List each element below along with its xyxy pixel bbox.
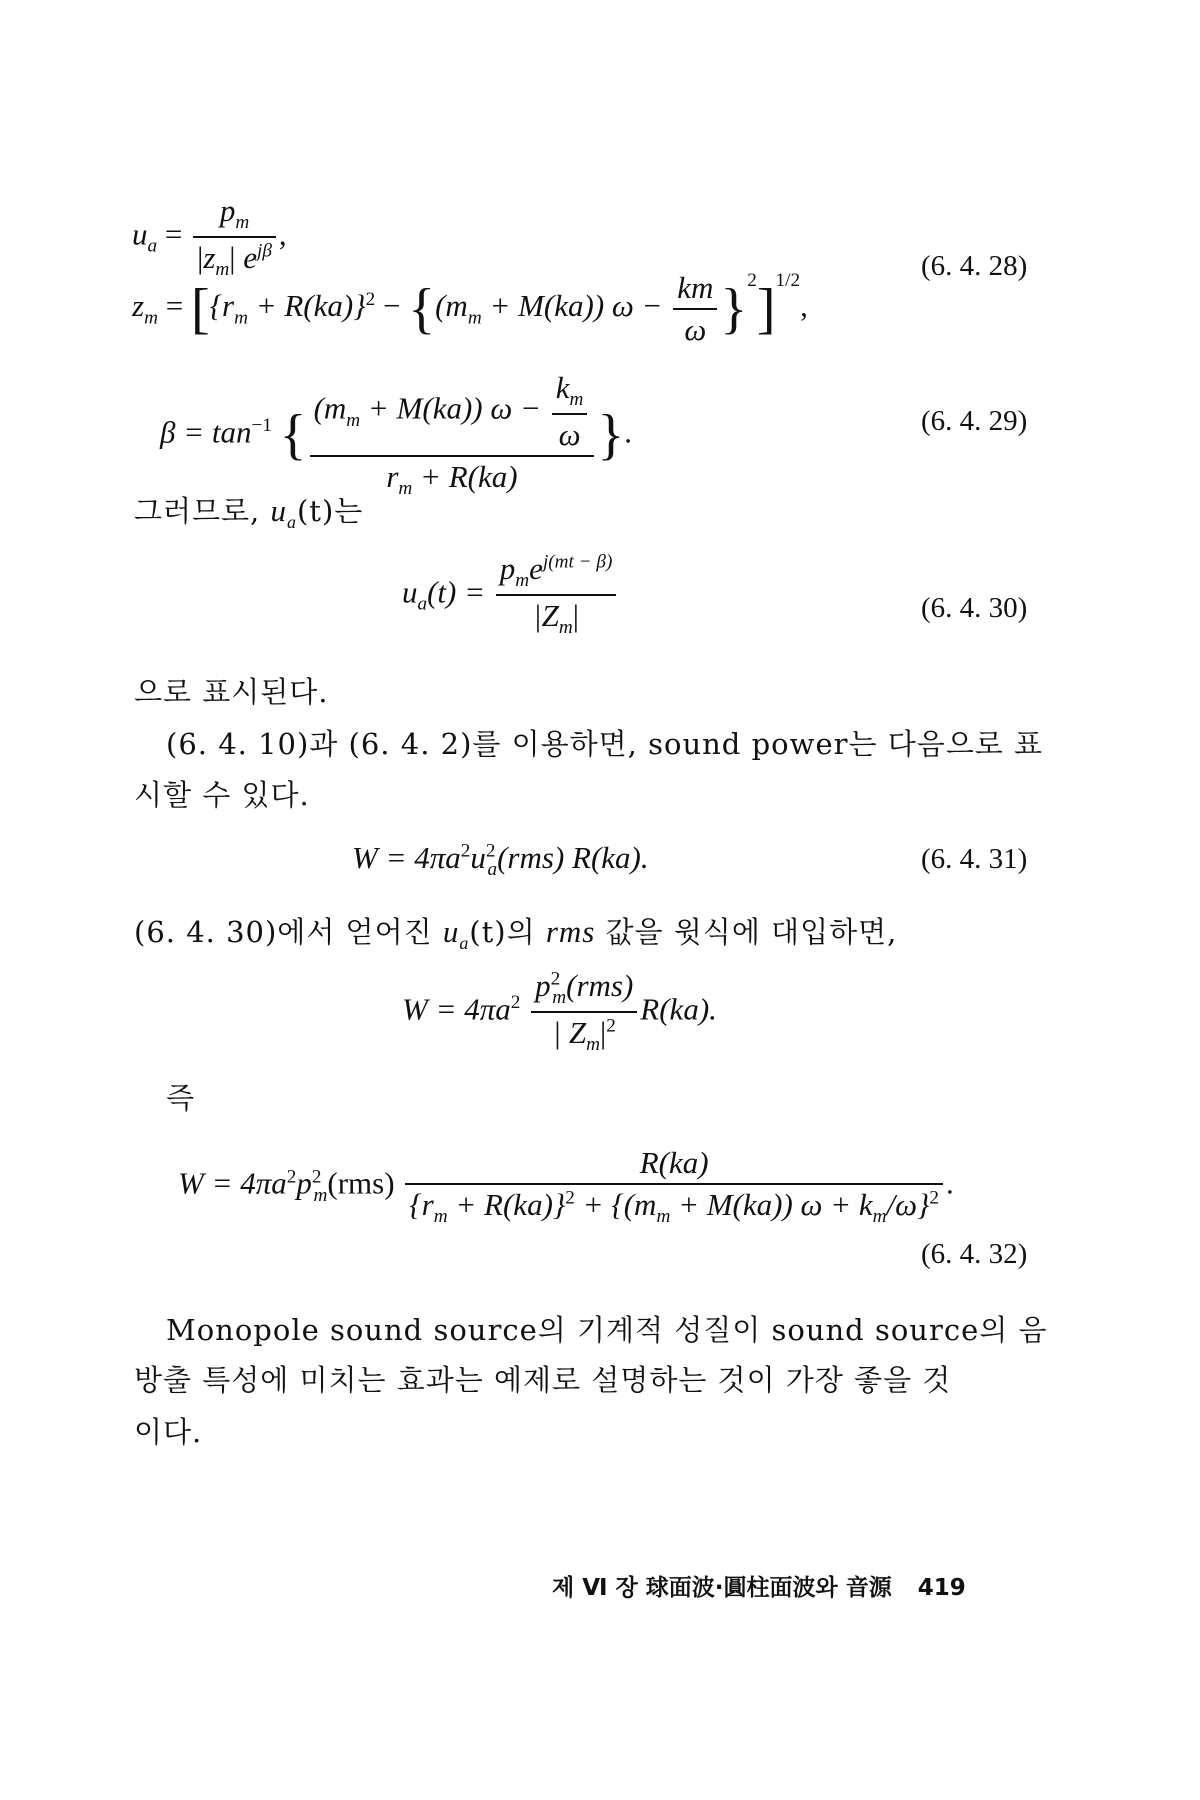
w32-fraction-den — [405, 1185, 943, 1228]
km-text: km — [677, 270, 714, 305]
close-brace: } — [597, 404, 625, 467]
km-over-omega-den — [552, 415, 588, 453]
w31-a: W = 4πa — [352, 840, 461, 875]
w32-tail: . — [946, 1165, 954, 1201]
zm-part2-sup: 2 — [365, 288, 376, 310]
zm-part4: (m — [435, 288, 468, 324]
from-ua-sub: a — [459, 932, 470, 953]
km-over-omega-num — [552, 370, 588, 415]
zm-part4-sub: m — [467, 307, 482, 329]
beta-lhs: β = tan — [160, 414, 252, 450]
running-footer — [552, 1569, 966, 1602]
paragraph-from — [134, 910, 897, 954]
wu-p: p — [535, 968, 551, 1003]
wu-tail: R(ka). — [640, 991, 717, 1027]
w31-a-sup: 2 — [460, 840, 471, 862]
beta-num1: (m — [313, 390, 347, 426]
km-den — [673, 310, 717, 348]
uat-lhs-sub: a — [417, 593, 428, 615]
paragraph-monopole-line1: Monopole sound source의 기계적 성질이 sound source의 음 — [166, 1313, 1048, 1347]
zm-sub: m — [215, 259, 230, 281]
page-number: 419 — [917, 1575, 966, 1601]
omega-text: ω — [684, 312, 707, 347]
ua-sub: a — [147, 235, 158, 257]
exp-symbol: e — [243, 240, 257, 276]
w32-fraction-num — [405, 1145, 943, 1185]
equation-beta: $\beta = \tan^{-1}$ { $(m_m + M(ka)) \omega$ − $\frac{k_m}{\omega}$ $r_m + R(ka)$ }. — [160, 370, 632, 500]
equation-ua: $u_a$ = $\frac{p_m}{|z_m| e^{j\beta}}$ , — [132, 193, 287, 281]
from-rms: rms — [545, 914, 596, 949]
uat-e: e — [529, 551, 543, 586]
ua-fraction-den: $|z_m|$ $e^{j\beta}$ — [197, 240, 272, 281]
uat-pm: p — [499, 551, 516, 586]
ua-symbol: u — [132, 216, 148, 252]
close-brace: } — [720, 278, 748, 340]
omega-symbol: ω — [558, 417, 581, 453]
equation-power — [352, 840, 649, 881]
zm-lhs-sub: m — [144, 307, 158, 329]
w32-num: R(ka) — [639, 1145, 709, 1180]
uat-e-sup: j(mt − β) — [542, 551, 613, 573]
wu-Z: | Z — [552, 1015, 587, 1051]
equation-power-substituted — [402, 968, 717, 1056]
equation-ua-t — [402, 551, 619, 639]
uat-Zm: |Z — [533, 598, 559, 634]
w32-b-sub: m — [313, 1184, 328, 1206]
k-symbol: k — [555, 370, 570, 405]
uat-pm-sub: m — [515, 570, 530, 592]
w32-a: W = 4πa — [178, 1165, 287, 1201]
wu-p-sub: m — [552, 987, 567, 1009]
k-sub: m — [569, 389, 584, 411]
w31-b-sub: a — [487, 859, 498, 881]
w32-b-sup: 2 — [311, 1166, 322, 1188]
w32-den3: + {(m — [574, 1187, 657, 1222]
therefore-word: 그러므로, — [134, 494, 261, 528]
w32-c: (rms) — [327, 1165, 395, 1201]
w32-den1: {r — [409, 1187, 434, 1222]
beta-num1-sub: m — [346, 409, 361, 431]
ua-fraction — [193, 193, 276, 281]
paragraph-monopole-line2: 방출 특성에 미치는 효과는 예제로 설명하는 것이 가장 좋을 것 — [134, 1363, 952, 1397]
wu-Z-sup: 2 — [606, 1015, 616, 1037]
w31-c: (rms) R(ka). — [497, 840, 649, 875]
equation-number-6-4-28: (6. 4. 28) — [921, 250, 1028, 282]
equation-number-6-4-30: (6. 4. 30) — [921, 592, 1028, 624]
therefore-end: (t)는 — [296, 494, 364, 528]
uat-fraction-num — [496, 551, 617, 596]
w32-den4: + M(ka)) ω + k — [670, 1187, 873, 1222]
paragraph-namely: 즉 — [166, 1081, 196, 1115]
from-b: (t)의 — [469, 915, 536, 949]
zm-minus: − — [375, 288, 409, 324]
w32-fraction — [405, 1145, 943, 1228]
uat-lhs2: (t) = — [427, 574, 486, 610]
ua-fraction-num — [193, 193, 276, 238]
therefore-ua-sub: a — [287, 511, 297, 532]
zm-part1-sub: m — [234, 307, 248, 329]
wu-a: W = 4πa — [402, 991, 511, 1027]
w32-den1-sub: m — [433, 1206, 448, 1228]
zm-part1: {r — [209, 288, 235, 324]
zm-inner-pow: 2 — [747, 270, 757, 292]
paragraph-monopole-line3: 이다. — [134, 1415, 203, 1449]
equation-power-final — [178, 1145, 954, 1228]
paragraph-using-line1: (6. 4. 10)과 (6. 4. 2)를 이용하면, sound power는 다음으로 표 — [166, 727, 1043, 761]
w32-den2-sup: 2 — [565, 1187, 575, 1209]
wu-fraction-num — [531, 968, 637, 1013]
wu-fraction — [531, 968, 637, 1056]
open-brace: { — [408, 278, 436, 340]
wu-rms: (rms) — [566, 968, 634, 1003]
w32-den4-sub: m — [872, 1206, 887, 1228]
therefore-ua: u — [270, 493, 287, 528]
from-ua: u — [442, 914, 460, 949]
beta-fraction-num — [310, 370, 595, 457]
equals: = — [165, 288, 191, 324]
zm-outer-pow: 1/2 — [775, 270, 801, 292]
w32-den3-sub: m — [656, 1206, 671, 1228]
beta-den1: r — [386, 459, 399, 495]
uat-lhs: u — [402, 574, 418, 610]
km-over-omega — [552, 370, 588, 453]
wu-Z-sub: m — [586, 1034, 600, 1056]
equation-number-6-4-31: (6. 4. 31) — [921, 843, 1028, 875]
tan-sup: −1 — [251, 414, 272, 436]
open-bracket: [ — [190, 278, 210, 340]
w32-den5: /ω} — [886, 1187, 930, 1222]
equation-number-6-4-32: (6. 4. 32) — [921, 1238, 1028, 1270]
zm-symbol: z — [203, 240, 216, 276]
from-c: 값을 윗식에 대입하면, — [605, 915, 898, 949]
open-brace: { — [279, 404, 307, 467]
equals: = — [164, 216, 191, 252]
beta-fraction — [310, 370, 595, 500]
w32-den2: + R(ka)} — [447, 1187, 566, 1222]
paragraph-using-line2: 시할 수 있다. — [134, 778, 310, 812]
equation-zm: $z_m = [\{r_m + R(ka)\}^2 - \{(m_m + M(ka)) \omega$ − $\frac{km}{\omega}$ }$^2$]$^{1/2}$, — [132, 270, 808, 347]
paragraph-therefore — [134, 489, 363, 533]
uat-fraction-den — [496, 596, 617, 639]
wu-a-sup: 2 — [510, 991, 521, 1013]
pm-symbol: p — [219, 193, 236, 228]
chapter-title: 제 Ⅵ 장 球面波·圓柱面波와 音源 — [552, 1575, 892, 1601]
w32-b: p — [296, 1165, 312, 1201]
w31-b-sup: 2 — [485, 840, 496, 862]
beta-den1-sub: m — [398, 478, 413, 500]
uat-Zm-end: | — [572, 598, 580, 634]
exp-sup: jβ — [257, 240, 272, 262]
wu-p-sup: 2 — [550, 968, 561, 990]
wu-fraction-den — [531, 1013, 637, 1056]
zm-part5: + M(ka)) ω − — [481, 288, 671, 324]
from-a: (6. 4. 30)에서 얻어진 — [134, 915, 433, 949]
equation-number-6-4-29: (6. 4. 29) — [921, 405, 1028, 437]
pm-sub: m — [235, 212, 250, 234]
km-fraction — [673, 270, 717, 348]
w32-den5-sup: 2 — [929, 1187, 939, 1209]
beta-den2: + R(ka) — [412, 459, 518, 495]
zm-part2: + R(ka)} — [247, 288, 366, 324]
w32-a-sup: 2 — [286, 1166, 297, 1188]
zm-lhs: z — [132, 288, 145, 324]
beta-num2: + M(ka)) ω − — [360, 390, 549, 426]
w31-b: u — [470, 840, 486, 875]
paragraph-expressed: 으로 표시된다. — [134, 675, 329, 709]
uat-Zm-sub: m — [558, 617, 573, 639]
uat-fraction — [496, 551, 617, 639]
wu-Z-end: | — [600, 1015, 607, 1051]
close-bracket: ] — [756, 278, 776, 340]
km-num — [673, 270, 717, 310]
